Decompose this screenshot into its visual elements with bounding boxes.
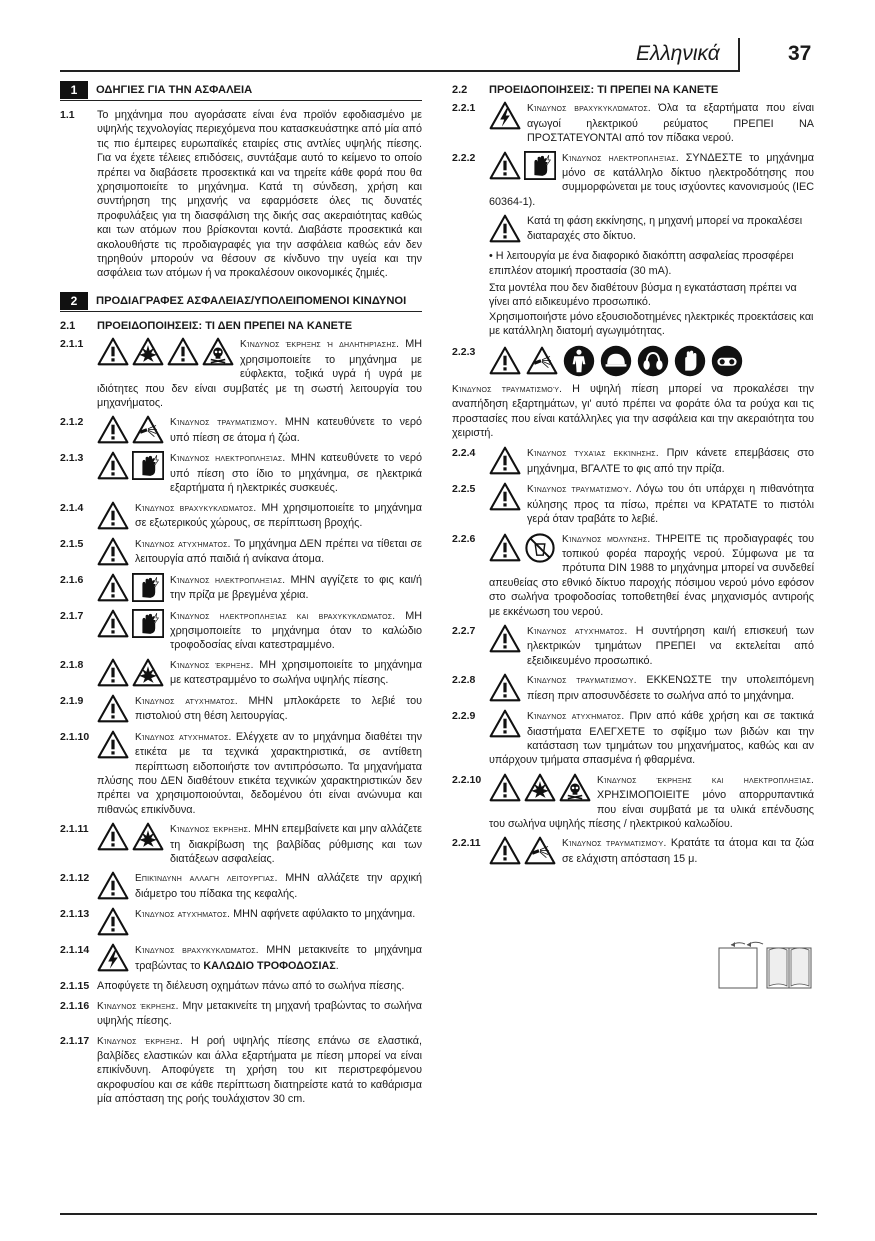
item-number: 1.1 [60, 109, 75, 121]
water-jet-icon [524, 836, 556, 865]
item-number: 2.2.10 [452, 773, 482, 786]
note-plugless: Στα μοντέλα που δεν διαθέτουν βύσμα η εγκατάσταση πρέπει να γίνει από ειδικευμένο προσωπικό. [489, 282, 797, 309]
goggles-icon [711, 345, 743, 377]
item-number: 2.1.15 [60, 980, 90, 993]
item-2-1-9 [60, 694, 422, 725]
note-extension: Χρησιμοποιήστε μόνο εξουσιοδοτημένες ηλεκτρικές προεκτάσεις και με κατάλληλη διατομή αγωγιμότητας. [489, 310, 814, 338]
item-text: ΧΡΗΣΙΜΟΠΟΙΕΙΤΕ μόνο απορρυπαντικά που είναι συμβατά με τα υλικά επένδυσης του σωλήνα υψηλής πίεσης / ηλεκτρικού καλωδίου. [489, 789, 814, 831]
item-text: Η συντήρηση και/ή επισκευή των ηλεκτρικών τμημάτων ΠΡΕΠΕΙ να εκτελείται από εξειδικευμένο προσωπικό. [527, 624, 814, 667]
note-rcd: • Η λειτουργία με ένα διαφορικό διακόπτη ασφαλείας προσφέρει επιπλέον ατομική προστασία (30 mA). [489, 250, 794, 277]
hazard-label: Κίνδυνος ατυχήματος. [135, 909, 231, 921]
electrocution-hand-icon [132, 609, 164, 638]
warning-icon [489, 446, 521, 475]
header-divider [738, 38, 740, 72]
item-number: 2.1.17 [60, 1034, 90, 1047]
warning-icon [97, 730, 129, 759]
item-text: ΕΚΚΕΝΩΣΤΕ την υπολειπόμενη πίεση πριν αποσυνδέσετε το σωλήνα από το μηχάνημα. [527, 674, 814, 702]
ear-protection-icon [637, 345, 669, 377]
water-jet-icon [132, 415, 164, 444]
warning-icon [489, 482, 521, 511]
item-text: ΣΥΝΔΕΣΤΕ το μηχάνημα μόνο σε κατάλληλο δίκτυο ηλεκτροδότησης που συμμορφώνεται με τους ισχύοντες κανονισμούς (IEC 60364-1). [489, 151, 814, 208]
item-number: 2.2.11 [452, 837, 481, 850]
item-number: 2.1.4 [60, 501, 84, 514]
item-number: 2.1.3 [60, 452, 84, 465]
item-2-1-5 [60, 537, 422, 568]
item-2-2-3-text [452, 382, 814, 441]
section-1-header [60, 80, 422, 101]
header-rule [60, 70, 740, 72]
hazard-label: Κίνδυνος έκρηξης. [170, 824, 251, 836]
item-2-1-14 [60, 943, 422, 974]
item-number: 2.1.2 [60, 416, 84, 429]
item-2-1-6 [60, 573, 422, 604]
section-2-title: ΠΡΟΔΙΑΓΡΑΦΕΣ ΑΣΦΑΛΕΙΑΣ/ΥΠΟΛΕΙΠΟΜΕΝΟΙ ΚΙΝΔΥΝΟΙ [96, 294, 407, 307]
item-text: ΜΗ χρησιμοποιείτε το μηχάνημα όταν το καλώδιο τροφοδοσίας είναι κατεστραμμένο. [170, 609, 422, 652]
item-text: Λόγω του ότι υπάρχει η πιθανότητα κύλησης προς τα πίσω, πρέπει να ΚΡΑΤΑΤΕ το πιστόλι γερά όταν τραβάτε το λεβιέ. [527, 483, 815, 526]
item-text: Ελέγχετε αν το μηχάνημα διαθέτει την ετικέτα με τα τεχνικά χαρακτηριστικά, σε αντίθετη περίπτωση ειδοποιήστε τον αντιπρόσωπο. Τα μηχανήματα πλύσης που ΔΕΝ διαθέτουν ετικέτα τεχνικών χαρακτηριστικών δεν πρέπει να χρησιμοποιούνται, δεδομένου ότι είναι ανώνυμα και πιθανώς επικίνδυνα. [97, 730, 422, 816]
hazard-label: Κίνδυνος έκρηξης. [170, 659, 254, 671]
hazard-label: Κίνδυνος τραυματισμού. [452, 383, 563, 395]
hazard-label: Κίνδυνος ατυχήματος. [527, 625, 628, 637]
manual-book-icon [717, 940, 815, 990]
item-text: ΜΗΝ αγγίζετε το φις και/ή την πρίζα με βρεγμένα χέρια. [170, 573, 422, 601]
hazard-label: Κίνδυνος τραυματισμού. [170, 417, 278, 429]
item-2-2-1 [452, 101, 814, 145]
warning-icon [97, 415, 129, 444]
electrocution-hand-icon [132, 451, 164, 480]
item-number: 2.1.10 [60, 730, 90, 743]
poison-icon [202, 337, 234, 366]
item-number: 2.2.6 [452, 532, 476, 545]
item-text: ΜΗΝ επεμβαίνετε και μην αλλάζετε τη διακρίβωση της βαλβίδας ρύθμισης και των διατάξεων ασφαλείας. [170, 823, 422, 865]
item-2-1-8 [60, 658, 422, 689]
item-number: 2.1.1 [60, 338, 84, 351]
item-number: 2.2.1 [452, 102, 476, 115]
item-text-tail: . [335, 959, 339, 972]
section-2-header [60, 291, 422, 312]
hazard-label: Κίνδυνος ατυχήματος. [135, 538, 231, 550]
item-text: ΜΗΝ κατευθύνετε το νερό υπό πίεση σε άτομα ή ζώα. [170, 416, 422, 444]
lightning-icon [97, 943, 129, 972]
item-number: 2.2.2 [452, 151, 476, 164]
hazard-label: Κίνδυνος έκρηξης. [97, 1035, 183, 1047]
item-text: ΜΗ χρησιμοποιείτε το μηχάνημα με κατεστραμμένο το σωλήνα υψηλής πίεσης. [170, 658, 422, 687]
item-text: Κρατάτε τα άτομα και τα ζώα σε ελάχιστη απόσταση 15 μ. [562, 837, 814, 865]
hazard-label: Κίνδυνος τραυματισμού. [562, 838, 667, 850]
warning-icon [97, 537, 129, 566]
item-2-1-16 [60, 999, 422, 1029]
item-text: Όλα τα εξαρτήματα που είναι αγωγοί ηλεκτρικού ρεύματος ΠΡΕΠΕΙ ΝΑ ΠΡΟΣΤΑΤΕΥΟΝΤΑΙ από τον πίδακα νερού. [527, 102, 814, 145]
hazard-label: Κίνδυνος ηλεκτροπληξίας. [170, 453, 286, 465]
section-1-number: 1 [60, 81, 88, 99]
item-number: 2.1.7 [60, 609, 84, 622]
item-2-1-11 [60, 822, 422, 866]
explosion-icon [132, 658, 164, 687]
subsection-title: ΠΡΟΕΙΔΟΠΟΙΗΣΕΙΣ: ΤΙ ΔΕΝ ΠΡΕΠΕΙ ΝΑ ΚΑΝΕΤΕ [97, 319, 353, 332]
subsection-number: 2.1 [60, 319, 76, 332]
hazard-label: Κίνδυνος ατυχήματος. [135, 731, 232, 743]
warning-icon [97, 451, 129, 480]
hazard-label: Επικίνδυνη αλλαγή λειτουργίας. [135, 873, 278, 885]
water-jet-icon [526, 346, 558, 375]
item-number: 2.2.8 [452, 674, 476, 687]
hazard-label: Κίνδυνος μόλυνσης. [562, 533, 651, 545]
item-text: ΤΗΡΕΙΤΕ τις προδιαγραφές του τοπικού φορέα παροχής νερού. Σύμφωνα με τα πρότυπα DIN 1988 το μηχάνημα μπορεί να συνδεθεί απευθείας στο εθνικό δίκτυο παροχής πόσιμου νερού μόνο εφόσον στο σωλήνα τροφοδοσίας τοποθετηθεί ένας μηχανισμός αντιροής με εκκένωση του νερού. [489, 532, 814, 618]
hazard-label: Κίνδυνος έκρηξης ή δηλητηρίασης. [240, 339, 400, 351]
item-2-2-2 [452, 151, 814, 210]
warning-icon [489, 533, 521, 562]
item-number: 2.1.8 [60, 658, 84, 671]
item-2-2-8 [452, 673, 814, 704]
item-2-1-7 [60, 609, 422, 653]
item-number: 2.1.9 [60, 694, 84, 707]
warning-icon [489, 624, 521, 653]
item-2-2-11 [452, 836, 814, 867]
item-text: Μην μετακινείτε τη μηχανή τραβώντας το σωλήνα υψηλής πίεσης. [97, 999, 422, 1028]
warning-icon [489, 673, 521, 702]
section-2-number: 2 [60, 292, 88, 310]
hazard-label: Κίνδυνος τυχαίας εκκίνησης. [527, 448, 659, 460]
hazard-label: Κίνδυνος βραχυκυκλώματος. [135, 945, 259, 957]
subsection-2-1 [60, 319, 422, 333]
item-2-1-10 [60, 730, 422, 817]
item-2-1-4 [60, 501, 422, 532]
item-2-1-15 [60, 979, 422, 993]
hazard-label: Κίνδυνος έκρηξης και ηλεκτροπληξίας. [597, 774, 814, 786]
item-1-1 [60, 108, 422, 281]
warning-icon [489, 346, 521, 375]
explosion-icon [524, 773, 556, 802]
item-text: ΜΗ χρησιμοποιείτε το μηχάνημα με εύφλεκτα, τοξικά υγρά ή υγρά με ιδιότητες που δεν είναι συμβατές με τη σωστή λειτουργία του μηχανήματος. [97, 338, 422, 409]
item-2-1-17 [60, 1034, 422, 1107]
hazard-label: Κίνδυνος ατυχήματος. [527, 711, 625, 723]
item-text: Η ροή υψηλής πίεσης επάνω σε ελαστικά, βαλβίδες ελαστικών και άλλα εξαρτήματα με πίεση μπορεί να είναι επικίνδυνη. Αποφύγετε τη χρήση του κιτ περιστρεφόμενου ακροφυσίου και σε κάθε περίπτωση διατηρείστε κατά το καθάρισμα μία απόσταση της ροής τουλάχιστον 30 cm. [97, 1034, 422, 1106]
warning-icon [489, 709, 521, 738]
item-number: 2.1.5 [60, 537, 84, 550]
hazard-label: Κίνδυνος ηλεκτροπληξίας. [562, 152, 679, 164]
item-2-1-12 [60, 871, 422, 902]
warning-icon [97, 501, 129, 530]
item-2-1-1 [60, 337, 422, 410]
helmet-icon [600, 345, 632, 377]
item-emphasis: ΚΑΛΩΔΙΟ ΤΡΟΦΟΔΟΣΙΑΣ [203, 959, 336, 972]
gloves-icon [674, 345, 706, 377]
warning-icon [489, 773, 521, 802]
item-text: Το μηχάνημα ΔΕΝ πρέπει να τίθεται σε λειτουργία από παιδιά ή ανίκανα άτομα. [135, 537, 422, 565]
warning-icon [97, 337, 129, 366]
electrocution-hand-icon [524, 151, 556, 180]
warning-icon [97, 694, 129, 723]
item-number: 2.1.14 [60, 944, 90, 957]
footer-rule [60, 1213, 817, 1215]
item-number: 2.1.16 [60, 999, 90, 1012]
warning-icon [167, 337, 199, 366]
note-text: Κατά τη φάση εκκίνησης, η μηχανή μπορεί να προκαλέσει διαταραχές στο δίκτυο. [527, 215, 803, 242]
item-text: ΜΗ χρησιμοποιείτε το μηχάνημα σε εξωτερικούς χώρους, σε περίπτωση βροχής. [135, 501, 422, 529]
item-number: 2.2.5 [452, 483, 476, 496]
subsection-2-2 [452, 83, 814, 97]
item-2-1-2 [60, 415, 422, 446]
hazard-label: Κίνδυνος έκρηξης. [97, 1000, 179, 1012]
warning-icon [97, 871, 129, 900]
hazard-label: Κίνδυνος βραχυκυκλώματος. [135, 502, 257, 514]
right-column [452, 80, 814, 872]
item-2-1-3 [60, 451, 422, 495]
hazard-label: Κίνδυνος ηλεκτροπληξίας και βραχυκυκλώματος. [170, 610, 396, 622]
hazard-label: Κίνδυνος ηλεκτροπληξίας. [170, 574, 286, 586]
item-text: ΜΗΝ αλλάζετε την αρχική διάμετρο του πίδακα της κεφαλής. [135, 872, 422, 900]
item-text: Η υψηλή πίεση μπορεί να προκαλέσει την αναπήδηση εξαρτημάτων, γι' αυτό πρέπει να φοράτε όλα τα ρούχα και τις προστασίες που είναι κατάλληλες για την ασφάλεια και την ακεραιότητα του χειριστή. [452, 382, 815, 439]
item-2-2-6 [452, 532, 814, 619]
warning-icon [97, 658, 129, 687]
non-potable-water-icon [524, 532, 556, 564]
section-1-title: ΟΔΗΓΙΕΣ ΓΙΑ ΤΗΝ ΑΣΦΑΛΕΙΑ [96, 83, 253, 96]
item-text: Το μηχάνημα που αγοράσατε είναι ένα προϊόν εφοδιασμένο με υψηλής τεχνολογίας περιεχόμενα που κατασκευάστηκε από μία από τις πιο έμπειρες ευρωπαϊκές εταιρίες στις αντλίες υψηλής πίεσης. Για να έχετε τέλειες επιδόσεις, συντάξαμε αυτό το κείμενο το οποίο πρέπει να διαβάσετε προσεκτικά και να τηρείτε κάθε φορά που θα χρησιμοποιείτε το μηχάνημα. Κατά τη σύνδεση, χρήση και συντήρηση της μηχανής να εφαρμόσετε όλες τις δυνατές προφυλάξεις για τη διασφάλιση της δικής σας ακεραιότητας καθώς και των ατόμων που βρίσκονται κοντά. Διαβάστε προσεκτικά και ακολουθήστε τις προδιαγραφές για την ασφάλεια καθώς εάν δεν τηρηθούν μπορούν να θέσουν σε κίνδυνο την υγεία και την ασφάλεια των ατόμων ή να προκαλέσουν οικονομικές ζημιές. [97, 109, 422, 280]
warning-icon [97, 573, 129, 602]
lightning-icon [489, 101, 521, 130]
hazard-label: Κίνδυνος βραχυκυκλώματος. [527, 103, 651, 115]
item-number: 2.1.13 [60, 908, 90, 921]
hazard-label: Κίνδυνος τραυματισμού. [527, 484, 632, 496]
page-language: Ελληνικά [636, 42, 720, 65]
left-column [60, 80, 422, 1112]
item-2-2-10 [452, 773, 814, 832]
item-number: 2.1.12 [60, 872, 90, 885]
hazard-label: Κίνδυνος ατυχήματος. [135, 695, 238, 707]
item-2-1-13 [60, 907, 422, 938]
item-text: ΜΗΝ μπλοκάρετε το λεβιέ του πιστολιού στη θέση λειτουργίας. [135, 694, 422, 723]
item-text: Πριν από κάθε χρήση και σε τακτικά διαστήματα ΕΛΕΓΧΕΤΕ το σφίξιμο των βιδών και την κατάσταση των τμημάτων του μηχανήματος, καθώς και αν υπάρχουν τμήματα σπασμένα ή φθαρμένα. [489, 710, 814, 767]
page-number: 37 [788, 42, 812, 65]
poison-icon [559, 773, 591, 802]
item-2-2-4 [452, 446, 814, 477]
item-number: 2.1.6 [60, 573, 84, 586]
item-2-2-9 [452, 709, 814, 768]
warning-icon [97, 609, 129, 638]
warning-icon [97, 822, 129, 851]
explosion-icon [132, 337, 164, 366]
item-2-2-5 [452, 482, 814, 526]
note-startup [489, 214, 814, 245]
item-2-2-7 [452, 624, 814, 668]
item-number: 2.1.11 [60, 823, 89, 836]
explosion-icon [132, 822, 164, 851]
subsection-number: 2.2 [452, 84, 468, 96]
item-text: Αποφύγετε τη διέλευση οχημάτων πάνω από το σωλήνα πίεσης. [97, 980, 405, 993]
warning-icon [489, 214, 521, 243]
item-number: 2.2.7 [452, 624, 476, 637]
subsection-title: ΠΡΟΕΙΔΟΠΟΙΗΣΕΙΣ: ΤΙ ΠΡΕΠΕΙ ΝΑ ΚΑΝΕΤΕ [489, 84, 719, 96]
electrocution-hand-icon [132, 573, 164, 602]
item-text: ΜΗΝ μετακινείτε το μηχάνημα τραβώντας το [135, 944, 422, 972]
item-number: 2.2.3 [452, 345, 476, 358]
item-number: 2.2.9 [452, 710, 476, 723]
item-number: 2.2.4 [452, 447, 476, 460]
warning-icon [489, 836, 521, 865]
warning-icon [97, 907, 129, 936]
protective-suit-icon [563, 345, 595, 377]
hazard-label: Κίνδυνος τραυματισμού. [527, 675, 637, 687]
item-text: ΜΗΝ κατευθύνετε το νερό υπό πίεση στο ίδιο το μηχάνημα, σε ηλεκτρικά εξαρτήματα ή ηλεκτρικές συσκευές. [170, 452, 422, 495]
item-text: Πριν κάνετε επεμβάσεις στο μηχάνημα, ΒΓΑΛΤΕ το φις από την πρίζα. [527, 447, 814, 475]
warning-icon [489, 151, 521, 180]
item-text: ΜΗΝ αφήνετε αφύλακτο το μηχάνημα. [230, 908, 416, 921]
item-2-2-3 [452, 345, 814, 380]
